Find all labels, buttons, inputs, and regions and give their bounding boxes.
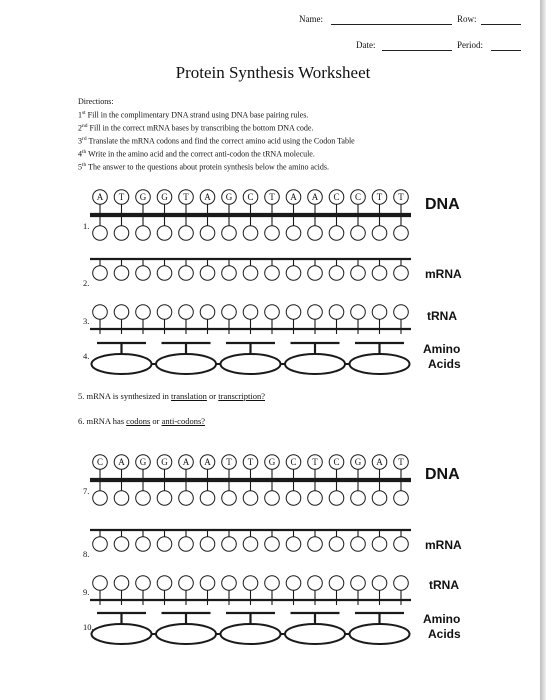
- mrna-base-circle: [351, 537, 366, 552]
- direction-ordinal: 3: [78, 136, 82, 146]
- direction-ordinal-suffix: th: [82, 149, 87, 156]
- mrna-strand: [90, 530, 411, 551]
- trna-strand: [90, 576, 411, 605]
- dna-base-letter: A: [311, 192, 319, 202]
- trna-base-circle: [351, 576, 366, 591]
- trna-base-circle: [157, 305, 172, 320]
- direction-text: The answer to the questions about protein synthesis below the amino acids.: [86, 162, 329, 172]
- trna-base-circle: [179, 576, 194, 591]
- complement-base-circle: [179, 491, 194, 506]
- complement-base-circle: [329, 491, 344, 506]
- trna-base-circle: [93, 576, 108, 591]
- complement-base-circle: [265, 491, 280, 506]
- trna-base-circle: [200, 305, 215, 320]
- complement-base-circle: [222, 226, 237, 241]
- direction-ordinal: 5: [78, 162, 82, 172]
- mrna-base-circle: [179, 537, 194, 552]
- dna-base-letter: A: [204, 457, 211, 467]
- answer-option[interactable]: translation: [171, 391, 207, 401]
- direction-ordinal-suffix: st: [82, 110, 86, 116]
- complement-base-circle: [243, 491, 258, 506]
- row-number: 4.: [83, 351, 90, 361]
- mrna-base-circle: [351, 266, 366, 281]
- amino-acid-oval: [285, 354, 345, 374]
- mrna-base-circle: [308, 266, 323, 281]
- trna-base-circle: [394, 576, 409, 591]
- dna-base-letter: G: [225, 192, 233, 202]
- amino-acid-oval: [92, 354, 152, 374]
- mrna-base-circle: [372, 266, 387, 281]
- trna-base-circle: [372, 305, 387, 320]
- mrna-base-circle: [243, 266, 258, 281]
- trna-base-circle: [222, 576, 237, 591]
- dna-base-letter: G: [268, 457, 276, 467]
- dna-base-letter: T: [312, 457, 318, 467]
- amino-acid-oval: [221, 624, 281, 644]
- trna-base-circle: [179, 305, 194, 320]
- dna-label-2: DNA: [425, 466, 460, 483]
- amino-label-2: Amino: [423, 612, 461, 626]
- complement-base-circle: [286, 226, 301, 241]
- complement-base-circle: [93, 226, 108, 241]
- dna-base-letter: A: [376, 457, 383, 467]
- dna-base-letter: G: [354, 457, 362, 467]
- answer-option[interactable]: anti-codons?: [161, 416, 206, 426]
- row-number: 10.: [83, 622, 94, 632]
- mrna-base-circle: [222, 537, 237, 552]
- amino-acid-oval: [221, 354, 281, 374]
- amino-acid-chain: [92, 613, 410, 644]
- amino-acid-oval: [285, 624, 345, 644]
- acids-label-2: Acids: [428, 627, 461, 641]
- mrna-base-circle: [222, 266, 237, 281]
- dna-base-letter: T: [269, 192, 275, 202]
- trna-base-circle: [157, 576, 172, 591]
- period-label: Period:: [457, 40, 483, 50]
- amino-acid-oval: [350, 624, 410, 644]
- trna-base-circle: [329, 305, 344, 320]
- dna-base-letter: T: [398, 457, 404, 467]
- mrna-base-circle: [114, 537, 129, 552]
- amino-acid-oval: [350, 354, 410, 374]
- mrna-base-circle: [200, 266, 215, 281]
- amino-acid-oval: [156, 624, 216, 644]
- dna-base-letter: C: [333, 192, 340, 202]
- complement-base-circle: [157, 491, 172, 506]
- dna-base-letter: T: [118, 192, 125, 202]
- mrna-base-circle: [157, 266, 172, 281]
- trna-base-circle: [329, 576, 344, 591]
- complement-base-circle: [114, 491, 129, 506]
- acids-label-1: Acids: [428, 357, 461, 371]
- dna-base-letter: T: [376, 192, 383, 202]
- direction-ordinal: 2: [78, 123, 82, 133]
- dna-base-letter: G: [161, 192, 168, 202]
- question-text: mRNA is synthesized in: [86, 391, 172, 401]
- complement-base-circle: [265, 226, 280, 241]
- complement-base-circle: [351, 226, 366, 241]
- complement-base-circle: [351, 491, 366, 506]
- dna-base-letter: A: [118, 457, 125, 467]
- mrna-base-circle: [286, 537, 301, 552]
- trna-base-circle: [93, 305, 108, 320]
- dna-base-letter: T: [183, 192, 189, 202]
- mrna-base-circle: [157, 537, 172, 552]
- complement-base-circle: [200, 226, 215, 241]
- mrna-base-circle: [394, 537, 409, 552]
- mrna-label-1: mRNA: [425, 267, 462, 281]
- trna-base-circle: [308, 305, 323, 320]
- dna-base-letter: A: [290, 192, 297, 202]
- question-text: or: [150, 416, 162, 426]
- direction-ordinal-suffix: rd: [82, 136, 87, 143]
- row-number: 1.: [83, 221, 90, 231]
- dna-base-letter: G: [139, 457, 147, 467]
- page-edge-shadow: [540, 0, 546, 700]
- complement-base-circle: [372, 226, 387, 241]
- mrna-base-circle: [265, 266, 280, 281]
- complement-base-circle: [179, 226, 194, 241]
- trna-base-circle: [222, 305, 237, 320]
- dna-base-letter: C: [247, 192, 254, 202]
- direction-ordinal: 1: [78, 110, 82, 120]
- dna-double-strand: [90, 455, 411, 506]
- direction-text: Fill in the complimentary DNA strand using DNA base pairing rules.: [85, 110, 309, 120]
- dna-base-letter: C: [354, 192, 362, 202]
- dna-base-letter: G: [161, 457, 168, 467]
- complement-base-circle: [93, 491, 108, 506]
- trna-base-circle: [243, 576, 258, 591]
- amino-label-1: Amino: [423, 342, 461, 356]
- complement-base-circle: [394, 491, 409, 506]
- amino-acid-chain: [92, 343, 410, 374]
- trna-base-circle: [394, 305, 409, 320]
- answer-option[interactable]: transcription?: [218, 391, 265, 401]
- row-number: 9.: [83, 587, 90, 597]
- direction-ordinal-suffix: th: [82, 162, 87, 169]
- complement-base-circle: [200, 491, 215, 506]
- trna-base-circle: [243, 305, 258, 320]
- mrna-base-circle: [179, 266, 194, 281]
- complement-base-circle: [329, 226, 344, 241]
- trna-label-2: tRNA: [429, 578, 459, 592]
- mrna-base-circle: [372, 537, 387, 552]
- page-title: Protein Synthesis Worksheet: [175, 63, 371, 82]
- trna-base-circle: [372, 576, 387, 591]
- complement-base-circle: [286, 491, 301, 506]
- dna-base-letter: G: [139, 192, 147, 202]
- trna-base-circle: [136, 305, 151, 320]
- trna-base-circle: [114, 305, 129, 320]
- dna-base-letter: C: [290, 457, 297, 467]
- mrna-base-circle: [200, 537, 215, 552]
- trna-base-circle: [351, 305, 366, 320]
- dna-base-letter: T: [226, 457, 232, 467]
- trna-label-1: tRNA: [427, 309, 457, 323]
- trna-strand: [90, 305, 411, 334]
- dna-label-1: DNA: [425, 196, 460, 213]
- complement-base-circle: [372, 491, 387, 506]
- trna-base-circle: [265, 305, 280, 320]
- complement-base-circle: [308, 491, 323, 506]
- mrna-strand: [90, 259, 411, 280]
- complement-base-circle: [308, 226, 323, 241]
- dna-base-letter: A: [182, 457, 190, 467]
- complement-base-circle: [222, 491, 237, 506]
- dna-base-letter: T: [247, 457, 254, 467]
- question-text: mRNA has: [86, 416, 127, 426]
- dna-base-letter: A: [96, 192, 104, 202]
- mrna-base-circle: [265, 537, 280, 552]
- complement-base-circle: [394, 226, 409, 241]
- mrna-base-circle: [136, 537, 151, 552]
- trna-base-circle: [200, 576, 215, 591]
- trna-base-circle: [114, 576, 129, 591]
- row-number: 8.: [83, 549, 90, 559]
- trna-base-circle: [136, 576, 151, 591]
- mrna-base-circle: [394, 266, 409, 281]
- trna-base-circle: [286, 305, 301, 320]
- direction-ordinal: 4: [78, 149, 82, 159]
- row-number: 3.: [83, 316, 90, 326]
- directions-heading: Directions:: [78, 97, 114, 106]
- complement-base-circle: [157, 226, 172, 241]
- complement-base-circle: [136, 491, 151, 506]
- dna-base-letter: C: [96, 457, 104, 467]
- trna-base-circle: [308, 576, 323, 591]
- amino-acid-oval: [156, 354, 216, 374]
- complement-base-circle: [114, 226, 129, 241]
- mrna-base-circle: [329, 266, 344, 281]
- question-number: 5.: [78, 391, 85, 401]
- amino-acid-oval: [92, 624, 152, 644]
- dna-base-letter: A: [204, 192, 211, 202]
- complement-base-circle: [136, 226, 151, 241]
- mrna-base-circle: [243, 537, 258, 552]
- question-text: or: [206, 391, 219, 401]
- mrna-base-circle: [114, 266, 129, 281]
- mrna-base-circle: [308, 537, 323, 552]
- direction-text: Fill in the correct mRNA bases by transcribing the bottom DNA code.: [87, 123, 314, 133]
- date-label: Date:: [356, 40, 376, 50]
- dna-base-letter: C: [333, 457, 340, 467]
- mrna-base-circle: [286, 266, 301, 281]
- trna-base-circle: [286, 576, 301, 591]
- direction-text: Translate the mRNA codons and find the correct amino acid using the Codon Table: [86, 136, 355, 146]
- direction-text: Write in the amino acid and the correct anti-codon the tRNA molecule.: [86, 149, 315, 159]
- complement-base-circle: [243, 226, 258, 241]
- mrna-base-circle: [93, 266, 108, 281]
- row-label: Row:: [457, 14, 477, 24]
- row-number: 2.: [83, 278, 90, 288]
- question-number: 6.: [78, 416, 85, 426]
- mrna-base-circle: [136, 266, 151, 281]
- answer-option[interactable]: codons: [126, 416, 151, 426]
- row-number: 7.: [83, 486, 90, 496]
- direction-ordinal-suffix: nd: [82, 123, 88, 130]
- mrna-label-2: mRNA: [425, 538, 462, 552]
- dna-base-letter: T: [398, 192, 404, 202]
- mrna-base-circle: [329, 537, 344, 552]
- trna-base-circle: [265, 576, 280, 591]
- name-label: Name:: [299, 14, 323, 24]
- mrna-base-circle: [93, 537, 108, 552]
- dna-double-strand: [90, 190, 411, 241]
